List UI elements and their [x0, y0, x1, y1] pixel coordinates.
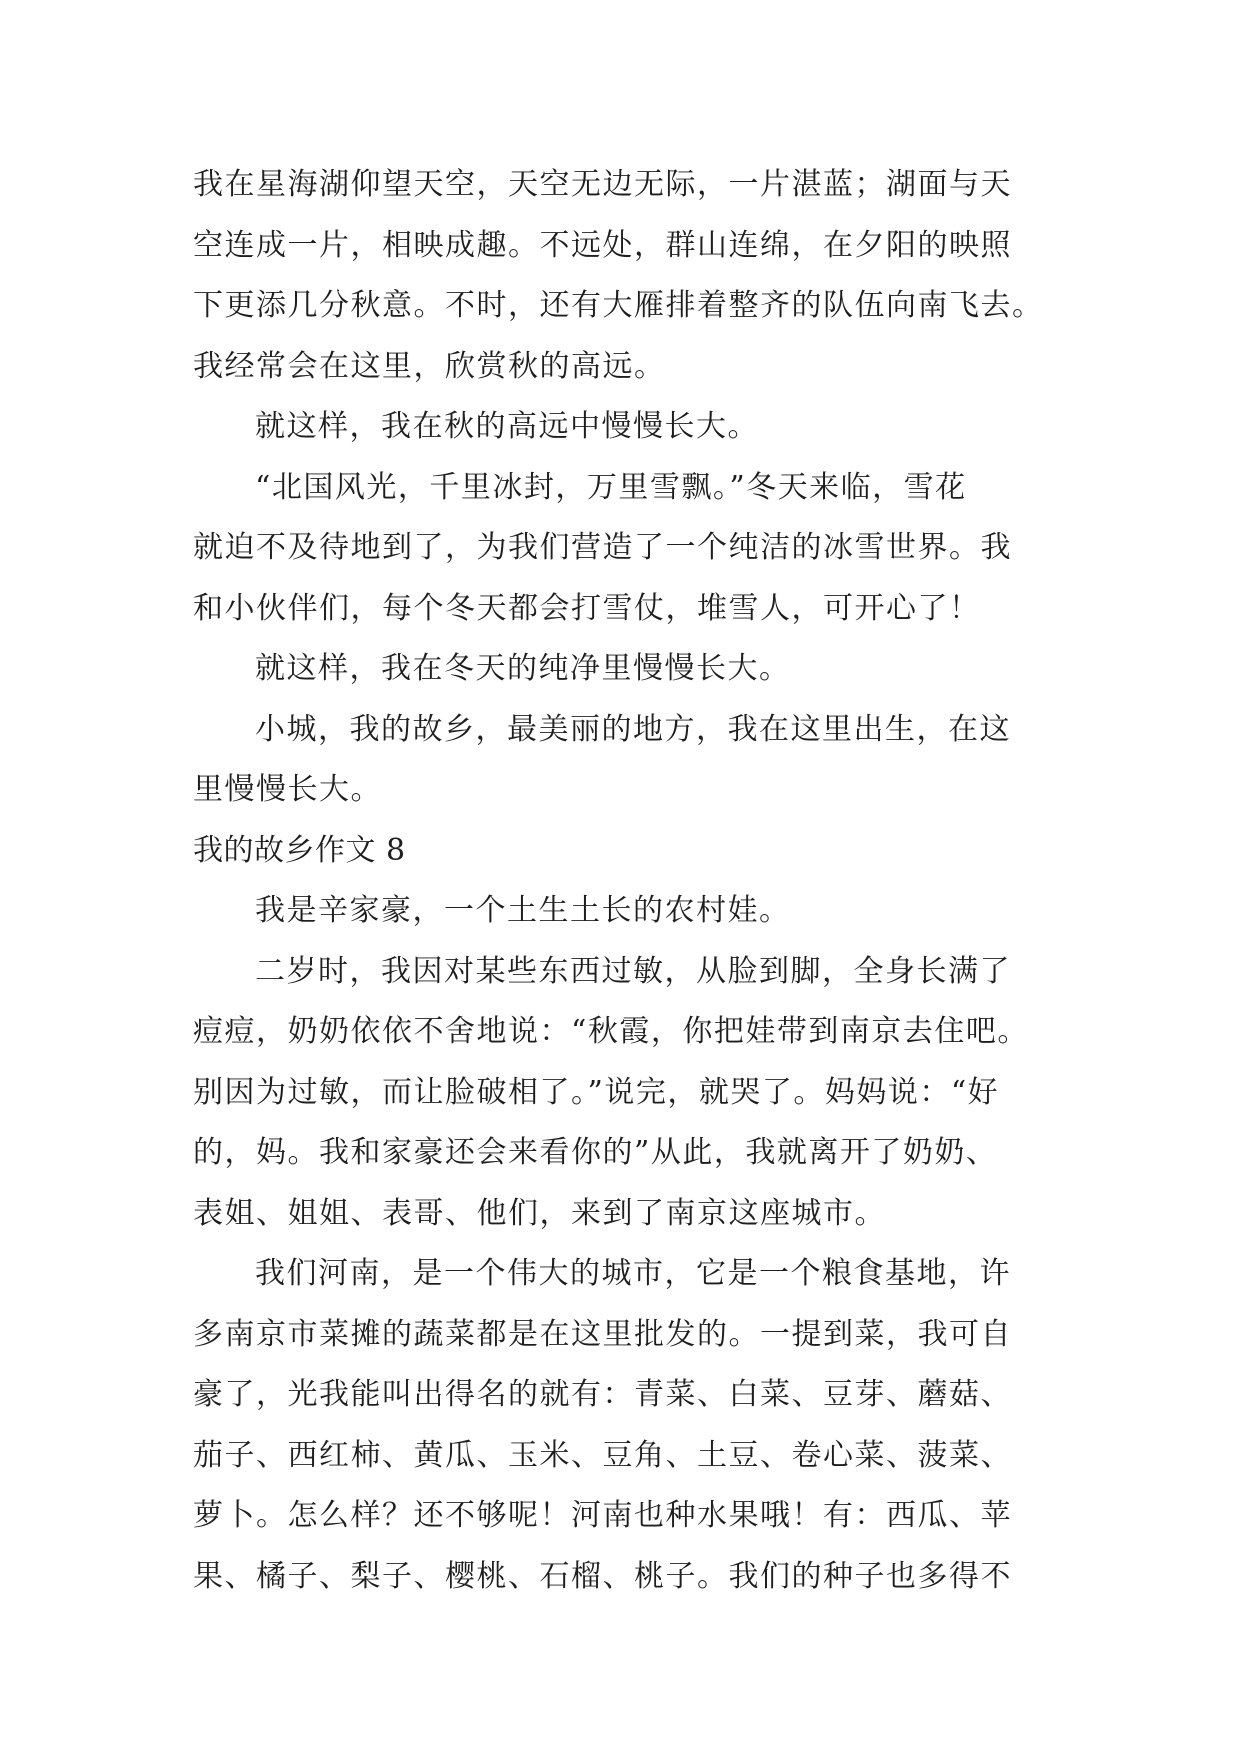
paragraph-start-line: 我们河南，是一个伟大的城市，它是一个粮食基地，许	[255, 1256, 1011, 1291]
text-line: 的，妈。我和家豪还会来看你的”从此，我就离开了奶奶、	[193, 1135, 998, 1170]
paragraph-start-line: 就这样，我在冬天的纯净里慢慢长大。	[255, 651, 791, 686]
text-line: 表姐、姐姐、表哥、他们，来到了南京这座城市。	[193, 1195, 886, 1231]
paragraph-start-line: “北国风光，千里冰封，万里雪飘。”冬天来临，雪花	[255, 469, 967, 505]
text-line: 下更添几分秋意。不时，还有大雁排着整齐的队伍向南飞去。	[193, 288, 1044, 323]
text-line: 茄子、西红柿、黄瓜、玉米、豆角、土豆、卷心菜、菠菜、	[193, 1437, 1012, 1473]
text-line: 果、橘子、梨子、樱桃、石榴、桃子。我们的种子也多得不	[193, 1558, 1012, 1594]
text-line: 我经常会在这里，欣赏秋的高远。	[193, 348, 666, 384]
text-line: 空连成一片，相映成趣。不远处，群山连绵，在夕阳的映照	[193, 227, 1012, 263]
text-line: 萝卜。怎么样？还不够呢！河南也种水果哦！有：西瓜、苹	[193, 1498, 1012, 1533]
document-body	[193, 155, 1053, 1607]
text-line: 里慢慢长大。	[193, 772, 382, 807]
text-line: 和小伙伴们，每个冬天都会打雪仗，堆雪人，可开心了！	[193, 590, 981, 626]
text-line: 别因为过敏，而让脸破相了。”说完，就哭了。妈妈说：“好	[193, 1074, 1000, 1110]
text-line: 我在星海湖仰望天空，天空无边无际，一片湛蓝；湖面与天	[193, 167, 1012, 202]
section-heading: 我的故乡作文 8	[193, 832, 406, 868]
paragraph-start-line: 就这样，我在秋的高远中慢慢长大。	[255, 409, 759, 444]
paragraph-start-line: 二岁时，我因对某些东西过敏，从脸到脚，全身长满了	[255, 953, 1011, 989]
paragraph-start-line: 小城，我的故乡，最美丽的地方，我在这里出生，在这	[255, 711, 1011, 747]
text-line: 豪了，光我能叫出得名的就有：青菜、白菜、豆芽、蘑菇、	[193, 1377, 1012, 1412]
text-line: 多南京市菜摊的蔬菜都是在这里批发的。一提到菜，我可自	[193, 1316, 1012, 1352]
paragraph-start-line: 我是辛家豪，一个土生土长的农村娃。	[255, 893, 791, 928]
text-line: 痘痘，奶奶依依不舍地说：“秋霞，你把娃带到南京去住吧。	[193, 1014, 1029, 1049]
text-line: 就迫不及待地到了，为我们营造了一个纯洁的冰雪世界。我	[193, 530, 1012, 565]
